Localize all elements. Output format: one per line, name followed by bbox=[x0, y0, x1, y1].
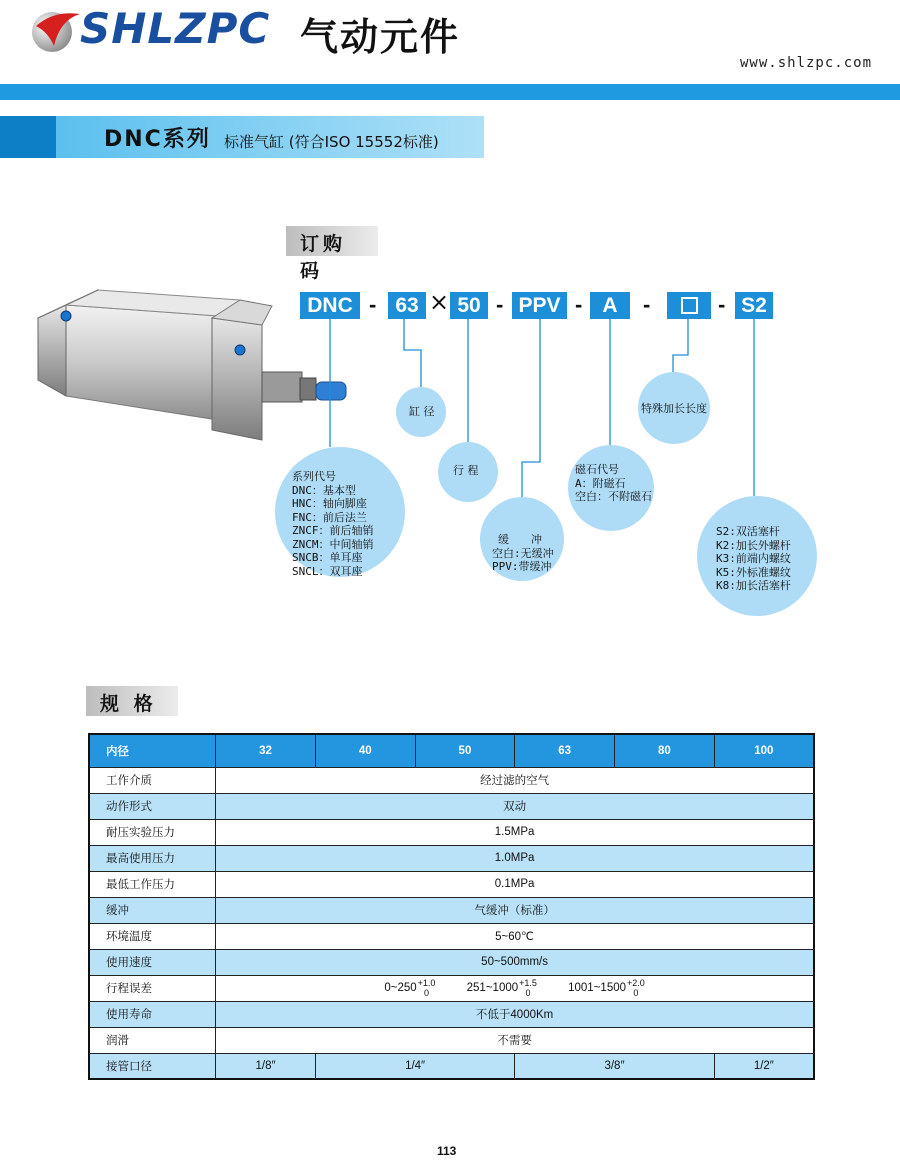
code-separator: - bbox=[496, 292, 504, 317]
bubble-special-label: 特殊加长长度 bbox=[641, 402, 707, 415]
code-separator: - bbox=[369, 292, 377, 317]
rod-item: K5:外标准螺纹 bbox=[716, 565, 791, 579]
header-cell: 50 bbox=[415, 734, 515, 767]
bubble-magnet-text bbox=[575, 463, 652, 504]
brand-logo-icon bbox=[24, 6, 86, 54]
page-number: 113 bbox=[437, 1144, 457, 1158]
header-cell: 32 bbox=[216, 734, 316, 767]
table-row bbox=[89, 1001, 814, 1027]
code-series: DNC bbox=[300, 292, 360, 319]
header-cell: 80 bbox=[615, 734, 715, 767]
row-label: 工作介质 bbox=[89, 767, 216, 793]
tolerance-upper: +2.0 bbox=[627, 978, 645, 988]
series-title: DNC系列 bbox=[104, 127, 211, 152]
row-label: 耐压实验压力 bbox=[89, 819, 216, 845]
series-item: ZNCM：中间轴销 bbox=[292, 537, 374, 551]
magnet-item: 空白：不附磁石 bbox=[575, 490, 652, 503]
cushion-title: 缓 冲 bbox=[498, 533, 542, 546]
row-label: 行程误差 bbox=[89, 975, 216, 1001]
tolerance-lower: 0 bbox=[633, 988, 639, 998]
header-cell: 63 bbox=[515, 734, 615, 767]
tolerance-item bbox=[568, 978, 645, 998]
code-separator: - bbox=[575, 292, 583, 317]
series-item: ZNCF：前后轴销 bbox=[292, 524, 374, 537]
table-row bbox=[89, 845, 814, 871]
table-row bbox=[89, 871, 814, 897]
row-label: 使用寿命 bbox=[89, 1001, 216, 1027]
cushion-item: PPV:带缓冲 bbox=[492, 560, 552, 573]
row-value: 经过滤的空气 bbox=[216, 767, 814, 793]
bubble-rod-text bbox=[716, 525, 791, 593]
tolerance-lower: 0 bbox=[424, 988, 430, 998]
tolerance-upper: +1.0 bbox=[417, 978, 436, 988]
row-value: 50~500mm/s bbox=[216, 949, 814, 975]
brand-subtitle: 气动元件 bbox=[300, 15, 461, 59]
magnet-item: A：附磁石 bbox=[575, 476, 626, 490]
rod-item: K8:加长活塞杆 bbox=[716, 579, 791, 592]
series-title: 系列代号 bbox=[292, 470, 336, 483]
table-row bbox=[89, 923, 814, 949]
row-value: 气缓冲（标准） bbox=[216, 897, 814, 923]
tolerance-item bbox=[467, 978, 537, 998]
series-item: DNC：基本型 bbox=[292, 483, 356, 497]
code-cushion: PPV bbox=[512, 292, 567, 319]
port-value: 1/8″ bbox=[216, 1053, 316, 1079]
header-divider-bar bbox=[0, 84, 900, 100]
brand-name: SHLZPC bbox=[80, 4, 271, 53]
table-row bbox=[89, 793, 814, 819]
order-code-heading: 订购码 bbox=[286, 226, 378, 256]
spec-table bbox=[88, 733, 815, 1080]
rod-item: K3:前端内螺纹 bbox=[716, 552, 791, 565]
code-separator: - bbox=[718, 292, 726, 317]
code-separator: - bbox=[643, 292, 651, 317]
row-value: 5~60℃ bbox=[216, 923, 814, 949]
row-label: 最低工作压力 bbox=[89, 871, 216, 897]
row-value: 不低于4000Km bbox=[216, 1001, 814, 1027]
row-value: 不需要 bbox=[216, 1027, 814, 1053]
header-cell: 内径 bbox=[89, 734, 216, 767]
code-times-sign: × bbox=[429, 288, 450, 316]
bubble-bore-label: 缸 径 bbox=[409, 405, 435, 418]
cushion-item: 空白:无缓冲 bbox=[492, 546, 554, 560]
series-item: FNC：前后法兰 bbox=[292, 510, 367, 524]
row-label: 最高使用压力 bbox=[89, 845, 216, 871]
table-row bbox=[89, 897, 814, 923]
series-subtitle: 标准气缸 (符合ISO 15552标准) bbox=[224, 133, 439, 151]
tolerance-range: 251~1000 bbox=[466, 982, 519, 994]
empty-square-icon bbox=[681, 297, 698, 314]
header-cell: 40 bbox=[315, 734, 415, 767]
row-label: 缓冲 bbox=[89, 897, 216, 923]
stroke-tolerance-values bbox=[216, 975, 814, 1001]
table-row bbox=[89, 1027, 814, 1053]
bubble-series-text bbox=[292, 470, 374, 578]
port-value: 1/2″ bbox=[714, 1053, 814, 1079]
table-row bbox=[89, 949, 814, 975]
table-row bbox=[89, 819, 814, 845]
tolerance-item bbox=[384, 978, 435, 998]
spec-header-row bbox=[89, 734, 814, 767]
code-stroke: 50 bbox=[450, 292, 488, 319]
tolerance-range: 1001~1500 bbox=[568, 982, 627, 994]
port-value: 3/8″ bbox=[515, 1053, 714, 1079]
tolerance-lower: 0 bbox=[525, 988, 531, 998]
code-bore: 63 bbox=[388, 292, 426, 319]
row-value: 1.0MPa bbox=[216, 845, 814, 871]
row-value: 1.5MPa bbox=[216, 819, 814, 845]
bubble-stroke-label: 行 程 bbox=[453, 464, 479, 477]
table-row bbox=[89, 975, 814, 1001]
port-value: 1/4″ bbox=[315, 1053, 514, 1079]
code-magnet: A bbox=[590, 292, 630, 319]
website-url[interactable]: www.shlzpc.com bbox=[740, 55, 873, 71]
row-label: 动作形式 bbox=[89, 793, 216, 819]
row-label: 润滑 bbox=[89, 1027, 216, 1053]
code-rod: S2 bbox=[735, 292, 773, 319]
code-special-length bbox=[667, 292, 711, 319]
tolerance-range: 0~250 bbox=[384, 982, 417, 994]
tolerance-upper: +1.5 bbox=[519, 978, 537, 988]
rod-item: K2:加长外螺杆 bbox=[716, 538, 791, 552]
bubble-cushion-text bbox=[492, 533, 554, 574]
table-row bbox=[89, 767, 814, 793]
spec-heading: 规 格 bbox=[86, 686, 178, 716]
table-row bbox=[89, 1053, 814, 1079]
series-item: SNCB：单耳座 bbox=[292, 551, 363, 564]
row-label: 接管口径 bbox=[89, 1053, 216, 1079]
magnet-title: 磁石代号 bbox=[575, 463, 619, 476]
header-cell: 100 bbox=[714, 734, 814, 767]
series-item: SNCL：双耳座 bbox=[292, 564, 363, 578]
row-label: 使用速度 bbox=[89, 949, 216, 975]
row-value: 双动 bbox=[216, 793, 814, 819]
row-value: 0.1MPa bbox=[216, 871, 814, 897]
rod-item: S2:双活塞杆 bbox=[716, 525, 780, 538]
row-label: 环境温度 bbox=[89, 923, 216, 949]
series-item: HNC：轴向脚座 bbox=[292, 497, 367, 510]
